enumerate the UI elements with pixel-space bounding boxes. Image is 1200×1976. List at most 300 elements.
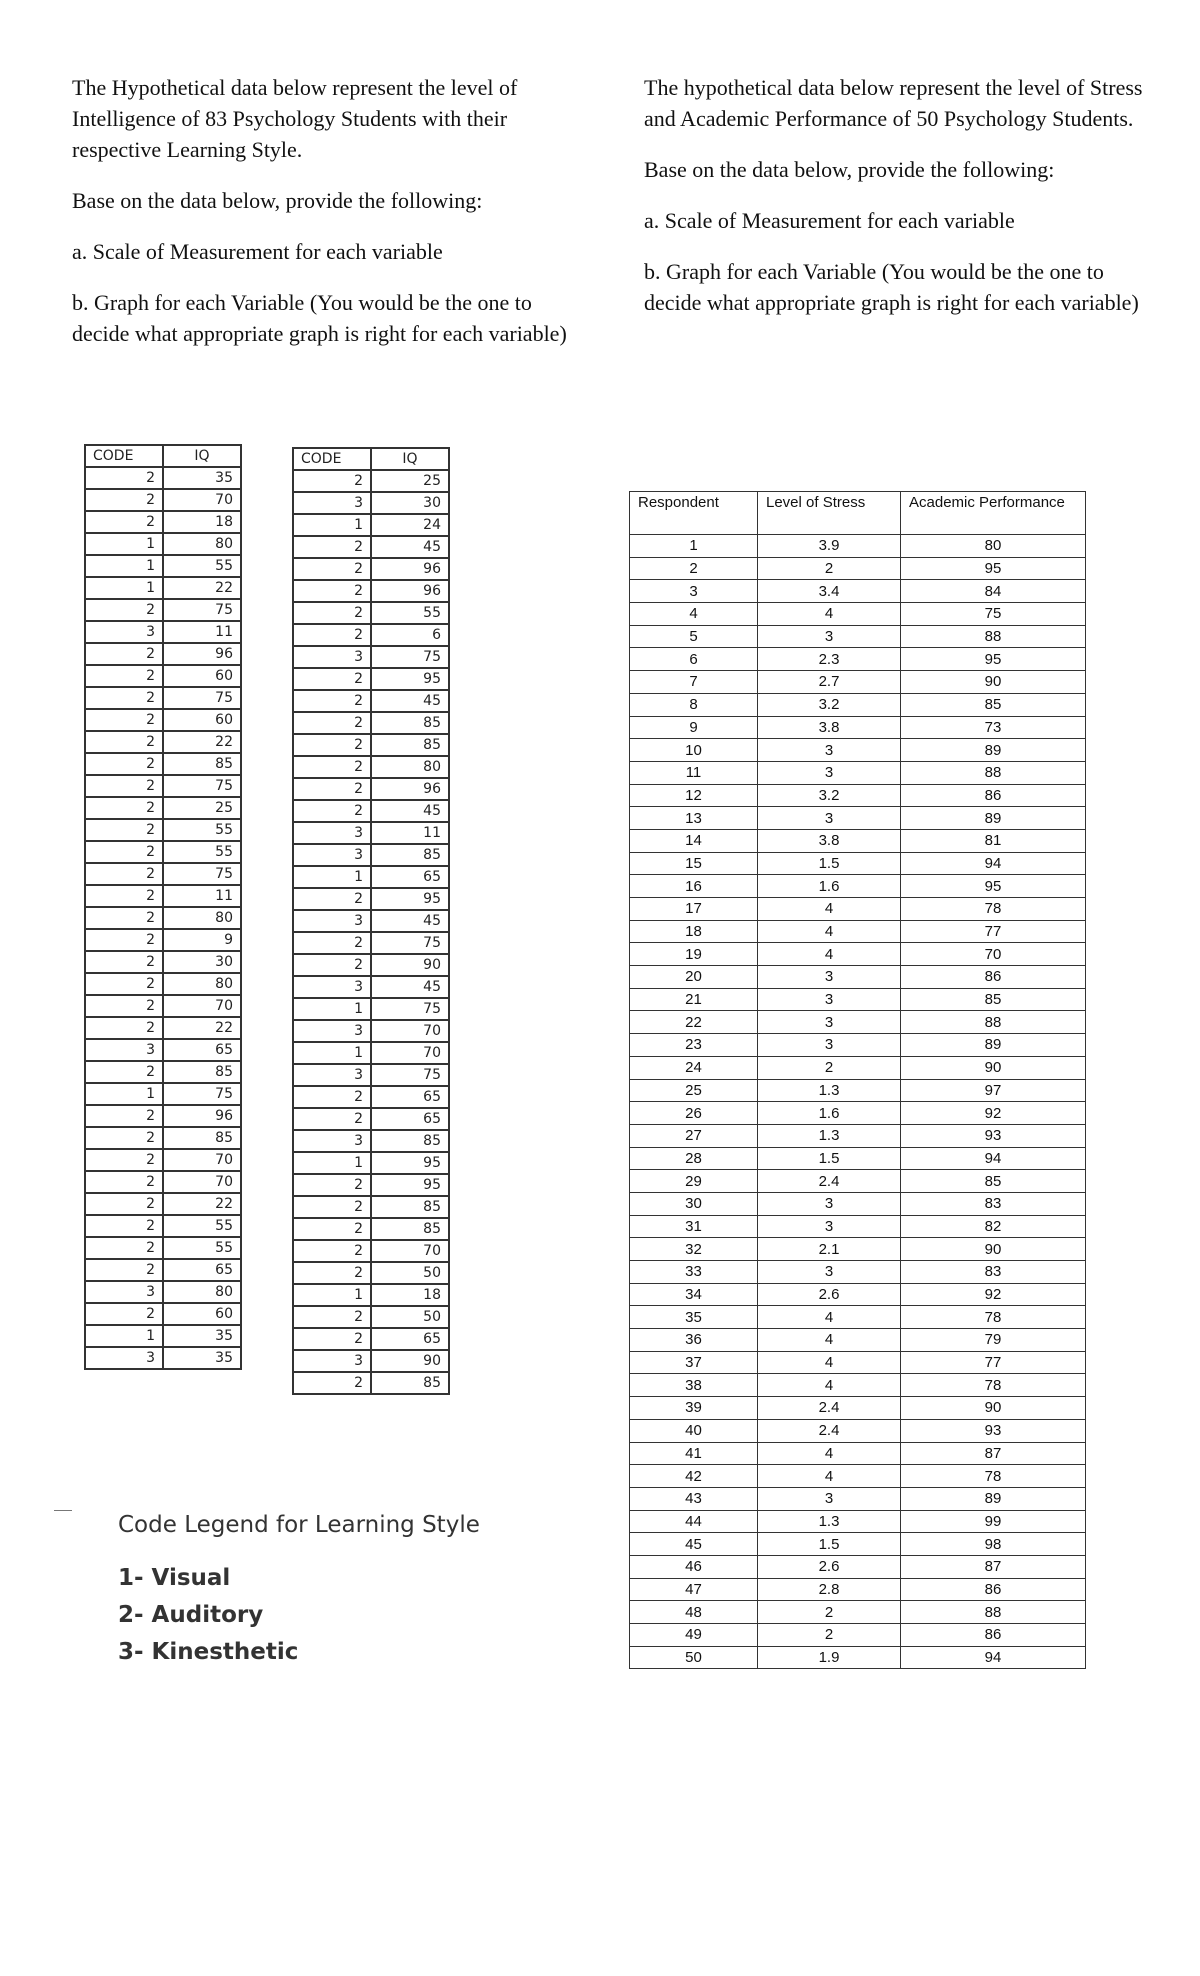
table-cell: 35	[163, 1325, 241, 1347]
table-cell: 2	[293, 1240, 371, 1262]
table-cell: 85	[163, 1127, 241, 1149]
code-legend	[118, 1512, 480, 1671]
table-cell: 3.2	[758, 784, 901, 807]
table-row	[85, 489, 241, 511]
table-cell: 48	[630, 1601, 758, 1624]
table-cell: 85	[371, 1196, 449, 1218]
legend-item-kinesthetic: 3- Kinesthetic	[118, 1639, 299, 1665]
table-cell: 49	[630, 1624, 758, 1647]
table-row	[293, 624, 449, 646]
table-cell: 87	[901, 1442, 1086, 1465]
table-cell: 77	[901, 920, 1086, 943]
table-row	[85, 1039, 241, 1061]
table-cell: 2.4	[758, 1397, 901, 1420]
table-cell: 32	[630, 1238, 758, 1261]
table-cell: 2	[293, 778, 371, 800]
table-cell: 30	[163, 951, 241, 973]
table-row	[85, 863, 241, 885]
table-cell: 93	[901, 1419, 1086, 1442]
table-cell: 97	[901, 1079, 1086, 1102]
table-cell: 55	[163, 555, 241, 577]
table-cell: 89	[901, 1034, 1086, 1057]
table-cell: 85	[371, 712, 449, 734]
table-cell: 24	[371, 514, 449, 536]
table-row	[85, 665, 241, 687]
table-cell: 1.3	[758, 1079, 901, 1102]
table-cell: 65	[371, 1328, 449, 1350]
table-cell: 29	[630, 1170, 758, 1193]
table-cell: 2	[293, 1306, 371, 1328]
table-cell: 27	[630, 1124, 758, 1147]
table-cell: 2	[85, 511, 163, 533]
table-row	[85, 621, 241, 643]
table-cell: 85	[163, 1061, 241, 1083]
table-cell: 2	[293, 1328, 371, 1350]
left-item-a: a. Scale of Measurement for each variable	[72, 239, 443, 264]
table-cell: 80	[163, 973, 241, 995]
table-cell: 2	[85, 1259, 163, 1281]
table-cell: 4	[758, 898, 901, 921]
table-cell: 2	[293, 536, 371, 558]
table-row	[85, 1061, 241, 1083]
table-cell: 1.9	[758, 1646, 901, 1669]
table-row	[293, 492, 449, 514]
table-cell: 44	[630, 1510, 758, 1533]
table-cell: 95	[901, 875, 1086, 898]
table-cell: 13	[630, 807, 758, 830]
table-row	[293, 1108, 449, 1130]
table-cell: 33	[630, 1261, 758, 1284]
table-row	[630, 1124, 1086, 1147]
table-row	[85, 731, 241, 753]
table-row	[630, 1215, 1086, 1238]
table-cell: 2	[293, 624, 371, 646]
right-item-a: a. Scale of Measurement for each variable	[644, 208, 1015, 233]
table-cell: 70	[371, 1020, 449, 1042]
table-cell: 60	[163, 709, 241, 731]
table-cell: 96	[163, 643, 241, 665]
table-cell: 3	[758, 966, 901, 989]
table-cell: 35	[163, 1347, 241, 1369]
table-cell: 1	[293, 866, 371, 888]
table-cell: 2	[293, 932, 371, 954]
table-cell: 79	[901, 1329, 1086, 1352]
table-row	[85, 577, 241, 599]
table-cell: 95	[371, 1152, 449, 1174]
legend-title: Code Legend for Learning Style	[118, 1512, 480, 1538]
table-cell: 1.3	[758, 1124, 901, 1147]
table-cell: 3	[758, 739, 901, 762]
table-cell: 2.6	[758, 1555, 901, 1578]
table-row	[630, 671, 1086, 694]
table-row	[630, 1397, 1086, 1420]
table-cell: 78	[901, 1374, 1086, 1397]
table-cell: 50	[371, 1262, 449, 1284]
stress-header: Level of Stress	[758, 492, 901, 535]
table-cell: 45	[371, 910, 449, 932]
table-cell: 25	[630, 1079, 758, 1102]
table-cell: 3.9	[758, 535, 901, 558]
table-cell: 3	[293, 1350, 371, 1372]
table-cell: 3	[85, 1347, 163, 1369]
table-cell: 88	[901, 1601, 1086, 1624]
table-cell: 38	[630, 1374, 758, 1397]
table-cell: 2	[85, 599, 163, 621]
table-cell: 2	[85, 1237, 163, 1259]
table-row	[630, 1034, 1086, 1057]
table-row	[293, 1174, 449, 1196]
table-cell: 22	[630, 1011, 758, 1034]
table-cell: 60	[163, 1303, 241, 1325]
table-cell: 3.8	[758, 716, 901, 739]
table-cell: 3	[758, 807, 901, 830]
table-row	[293, 954, 449, 976]
table-cell: 4	[758, 920, 901, 943]
table-cell: 4	[758, 1351, 901, 1374]
table-cell: 8	[630, 693, 758, 716]
table-cell: 18	[630, 920, 758, 943]
table-row	[630, 988, 1086, 1011]
table-cell: 2	[85, 709, 163, 731]
table-row	[630, 1147, 1086, 1170]
table-row	[293, 580, 449, 602]
table-row	[630, 1351, 1086, 1374]
table-row	[85, 709, 241, 731]
legend-item-auditory: 2- Auditory	[118, 1602, 264, 1628]
table-cell: 89	[901, 807, 1086, 830]
table-cell: 70	[163, 1149, 241, 1171]
table-row	[293, 866, 449, 888]
table-cell: 90	[371, 954, 449, 976]
table-row	[85, 1259, 241, 1281]
table-cell: 2	[85, 1303, 163, 1325]
table-cell: 11	[630, 761, 758, 784]
iq-header: IQ	[163, 445, 241, 467]
table-cell: 3	[758, 761, 901, 784]
table-cell: 75	[371, 998, 449, 1020]
table-cell: 95	[901, 648, 1086, 671]
table-row	[293, 690, 449, 712]
table-cell: 25	[371, 470, 449, 492]
table-cell: 86	[901, 966, 1086, 989]
table-cell: 1	[293, 514, 371, 536]
table-cell: 85	[901, 1170, 1086, 1193]
table-row	[293, 1328, 449, 1350]
table-cell: 88	[901, 761, 1086, 784]
table-cell: 3	[85, 1039, 163, 1061]
table-cell: 55	[163, 1237, 241, 1259]
table-row	[293, 1240, 449, 1262]
table-cell: 70	[371, 1042, 449, 1064]
table-cell: 83	[901, 1192, 1086, 1215]
table-cell: 4	[758, 1306, 901, 1329]
table-row	[293, 536, 449, 558]
table-row	[630, 875, 1086, 898]
table-cell: 5	[630, 625, 758, 648]
table-cell: 1	[293, 1042, 371, 1064]
table-row	[630, 1442, 1086, 1465]
table-cell: 85	[901, 693, 1086, 716]
table-cell: 80	[163, 1281, 241, 1303]
table-cell: 95	[901, 557, 1086, 580]
table-cell: 3	[293, 822, 371, 844]
table-cell: 2	[293, 1218, 371, 1240]
table-row	[293, 888, 449, 910]
table-row	[293, 602, 449, 624]
table-cell: 75	[371, 646, 449, 668]
table-row	[630, 693, 1086, 716]
table-cell: 1.3	[758, 1510, 901, 1533]
table-cell: 78	[901, 1465, 1086, 1488]
table-cell: 2	[85, 643, 163, 665]
table-row	[630, 603, 1086, 626]
table-cell: 87	[901, 1555, 1086, 1578]
table-cell: 1	[85, 577, 163, 599]
table-cell: 2	[85, 885, 163, 907]
table-cell: 75	[371, 932, 449, 954]
table-row	[85, 973, 241, 995]
table-row	[630, 829, 1086, 852]
table-cell: 18	[163, 511, 241, 533]
table-cell: 3	[293, 1130, 371, 1152]
table-cell: 70	[371, 1240, 449, 1262]
table-row	[630, 1578, 1086, 1601]
table-row	[293, 1372, 449, 1394]
table-cell: 2.4	[758, 1419, 901, 1442]
table-cell: 45	[371, 536, 449, 558]
table-cell: 65	[163, 1039, 241, 1061]
table-cell: 65	[163, 1259, 241, 1281]
table-cell: 2	[293, 888, 371, 910]
table-cell: 2	[85, 489, 163, 511]
table-cell: 92	[901, 1102, 1086, 1125]
table-cell: 83	[901, 1261, 1086, 1284]
table-row	[85, 1193, 241, 1215]
table-cell: 4	[758, 1442, 901, 1465]
table-row	[630, 1170, 1086, 1193]
table-cell: 37	[630, 1351, 758, 1374]
table-row	[630, 807, 1086, 830]
table-cell: 75	[163, 599, 241, 621]
table-cell: 2	[85, 1171, 163, 1193]
table-cell: 2	[293, 668, 371, 690]
table-cell: 2	[85, 1215, 163, 1237]
table-row	[293, 1306, 449, 1328]
table-cell: 75	[901, 603, 1086, 626]
table-cell: 9	[163, 929, 241, 951]
table-row	[293, 1196, 449, 1218]
table-cell: 41	[630, 1442, 758, 1465]
table-row	[630, 1102, 1086, 1125]
table-cell: 21	[630, 988, 758, 1011]
table-cell: 2	[293, 602, 371, 624]
table-row	[85, 1237, 241, 1259]
table-cell: 45	[371, 976, 449, 998]
table-cell: 95	[371, 888, 449, 910]
table-cell: 19	[630, 943, 758, 966]
table-row	[630, 580, 1086, 603]
table-cell: 2	[293, 690, 371, 712]
table-row	[85, 753, 241, 775]
table-cell: 85	[371, 1218, 449, 1240]
table-cell: 95	[371, 668, 449, 690]
table-cell: 4	[630, 603, 758, 626]
table-cell: 11	[163, 621, 241, 643]
table-cell: 2	[85, 995, 163, 1017]
table-row	[630, 1487, 1086, 1510]
table-row	[293, 1020, 449, 1042]
table-row	[293, 1042, 449, 1064]
table-row	[630, 1465, 1086, 1488]
table-cell: 70	[163, 489, 241, 511]
table-cell: 2.1	[758, 1238, 901, 1261]
table-cell: 75	[163, 775, 241, 797]
table-cell: 85	[163, 753, 241, 775]
table-cell: 3	[293, 492, 371, 514]
table-row	[630, 739, 1086, 762]
table-cell: 2	[758, 1056, 901, 1079]
table-row	[85, 1347, 241, 1369]
table-row	[293, 976, 449, 998]
table-row	[630, 1011, 1086, 1034]
table-cell: 80	[371, 756, 449, 778]
table-cell: 2.6	[758, 1283, 901, 1306]
table-cell: 3	[293, 1064, 371, 1086]
table-cell: 10	[630, 739, 758, 762]
table-cell: 2	[85, 907, 163, 929]
table-cell: 4	[758, 1374, 901, 1397]
table-cell: 3	[293, 646, 371, 668]
table-cell: 28	[630, 1147, 758, 1170]
respondent-header: Respondent	[630, 492, 758, 535]
table-row	[293, 1152, 449, 1174]
table-row	[630, 1283, 1086, 1306]
table-row	[85, 885, 241, 907]
right-base: Base on the data below, provide the following:	[644, 157, 1055, 182]
table-cell: 89	[901, 1487, 1086, 1510]
table-row	[630, 1056, 1086, 1079]
table-row	[293, 1086, 449, 1108]
table-cell: 90	[901, 671, 1086, 694]
performance-header: Academic Performance	[901, 492, 1086, 535]
table-cell: 94	[901, 1646, 1086, 1669]
table-row	[630, 557, 1086, 580]
table-cell: 73	[901, 716, 1086, 739]
table-cell: 2	[293, 954, 371, 976]
table-row	[630, 1419, 1086, 1442]
table-cell: 3	[758, 1192, 901, 1215]
table-cell: 45	[371, 800, 449, 822]
table-row	[630, 1238, 1086, 1261]
table-cell: 7	[630, 671, 758, 694]
table-row	[630, 898, 1086, 921]
table-cell: 1.6	[758, 1102, 901, 1125]
table-cell: 86	[901, 784, 1086, 807]
table-row	[630, 535, 1086, 558]
table-row	[293, 712, 449, 734]
iq-table-1	[84, 444, 242, 1370]
table-cell: 1.6	[758, 875, 901, 898]
table-row	[85, 819, 241, 841]
table-cell: 94	[901, 852, 1086, 875]
table-cell: 1.5	[758, 852, 901, 875]
table-cell: 70	[163, 995, 241, 1017]
table-cell: 98	[901, 1533, 1086, 1556]
table-row	[293, 1284, 449, 1306]
table-cell: 45	[371, 690, 449, 712]
table-cell: 2	[85, 665, 163, 687]
table-cell: 96	[371, 580, 449, 602]
code-header: CODE	[293, 448, 371, 470]
table-cell: 50	[630, 1646, 758, 1669]
table-row	[85, 775, 241, 797]
left-intro: The Hypothetical data below represent the level of Intelligence of 83 Psychology Students with their respective Learning Style.	[72, 75, 518, 162]
table-cell: 2.4	[758, 1170, 901, 1193]
table-row	[630, 1079, 1086, 1102]
table-cell: 2.3	[758, 648, 901, 671]
table-row	[85, 1215, 241, 1237]
table-row	[630, 1510, 1086, 1533]
table-row	[293, 646, 449, 668]
table-row	[293, 470, 449, 492]
table-cell: 2	[85, 1193, 163, 1215]
table-cell: 85	[901, 988, 1086, 1011]
table-cell: 2	[85, 863, 163, 885]
table-cell: 65	[371, 1108, 449, 1130]
table-cell: 90	[371, 1350, 449, 1372]
table-cell: 3	[85, 621, 163, 643]
table-cell: 2	[293, 800, 371, 822]
table-cell: 3	[293, 976, 371, 998]
table-cell: 2.8	[758, 1578, 901, 1601]
table-cell: 78	[901, 1306, 1086, 1329]
table-cell: 3	[758, 1034, 901, 1057]
table-cell: 3	[293, 1020, 371, 1042]
table-row	[630, 1601, 1086, 1624]
table-row	[85, 1083, 241, 1105]
table-cell: 80	[901, 535, 1086, 558]
table-cell: 75	[163, 1083, 241, 1105]
table-cell: 47	[630, 1578, 758, 1601]
table-row	[630, 1374, 1086, 1397]
table-cell: 2	[85, 973, 163, 995]
table-row	[85, 1149, 241, 1171]
table-cell: 3	[293, 910, 371, 932]
table-cell: 4	[758, 603, 901, 626]
table-cell: 70	[163, 1171, 241, 1193]
left-instructions	[72, 72, 572, 369]
table-row	[630, 784, 1086, 807]
table-cell: 34	[630, 1283, 758, 1306]
table-cell: 2	[85, 1017, 163, 1039]
table-cell: 36	[630, 1329, 758, 1352]
table-cell: 65	[371, 866, 449, 888]
table-cell: 3	[758, 1011, 901, 1034]
table-cell: 43	[630, 1487, 758, 1510]
table-cell: 82	[901, 1215, 1086, 1238]
table-cell: 22	[163, 577, 241, 599]
table-cell: 2	[293, 1196, 371, 1218]
table-cell: 93	[901, 1124, 1086, 1147]
table-row	[293, 800, 449, 822]
table-cell: 55	[371, 602, 449, 624]
table-cell: 84	[901, 580, 1086, 603]
table-cell: 92	[901, 1283, 1086, 1306]
table-cell: 3.2	[758, 693, 901, 716]
table-cell: 55	[163, 819, 241, 841]
table-cell: 22	[163, 1017, 241, 1039]
table-cell: 88	[901, 1011, 1086, 1034]
